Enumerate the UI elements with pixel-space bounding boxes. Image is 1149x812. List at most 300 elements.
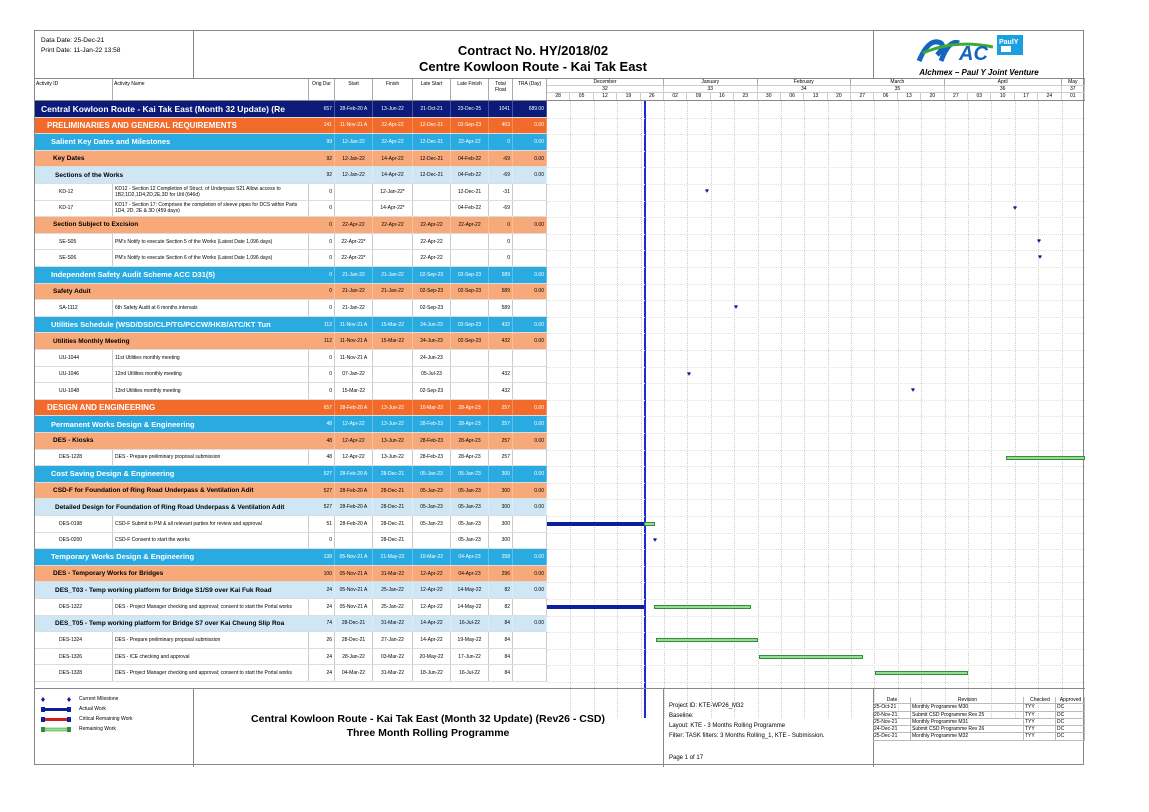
wbs-title: Cost Saving Design & Engineering bbox=[51, 469, 175, 479]
cell-tra bbox=[513, 649, 547, 665]
cell-lf: 14-May-22 bbox=[451, 582, 489, 598]
cell-tf: 300 bbox=[489, 533, 513, 549]
activity-name-cell bbox=[113, 516, 309, 532]
data-date-line bbox=[644, 101, 646, 718]
timeline-day: 06 bbox=[781, 93, 804, 100]
timeline-month: February bbox=[758, 79, 852, 86]
cell-start: 28-Feb-20 A bbox=[335, 483, 373, 499]
cell-tra: 0.00 bbox=[513, 317, 547, 333]
cell-ls bbox=[413, 201, 451, 217]
cell-tf: 0 bbox=[489, 134, 513, 150]
gantt-row-line bbox=[547, 151, 1085, 152]
cell-lf: 05-Jan-23 bbox=[451, 499, 489, 515]
wbs-row[interactable] bbox=[35, 167, 547, 184]
sheet-footer bbox=[35, 688, 1085, 766]
wbs-row[interactable] bbox=[35, 400, 547, 417]
wbs-title: DES_T05 - Temp working platform for Bridge S7 over Kai Cheung Slip Roa bbox=[55, 619, 285, 627]
timeline-day: 09 bbox=[687, 93, 710, 100]
cell-lf: 17-Jun-22 bbox=[451, 649, 489, 665]
remaining-bar[interactable] bbox=[1006, 456, 1085, 460]
cell-finish bbox=[373, 300, 413, 316]
cell-ls: 02-Sep-23 bbox=[413, 267, 451, 283]
gantt-row-line bbox=[547, 184, 1085, 185]
activity-name-cell bbox=[113, 383, 309, 399]
cell-finish: 27-Jan-22 bbox=[373, 632, 413, 648]
remaining-bar[interactable] bbox=[875, 671, 968, 675]
wbs-title: Independent Safety Audit Scheme ACC D31(5) bbox=[51, 270, 216, 280]
gantt-row-line bbox=[547, 433, 1085, 434]
cell-tra: 0.00 bbox=[513, 151, 547, 167]
cell-start: 05-Nov-21 A bbox=[335, 599, 373, 615]
col-activity-name[interactable]: Activity Name bbox=[113, 79, 309, 100]
cell-finish: 15-Mar-22 bbox=[373, 333, 413, 349]
gantt-row-line bbox=[547, 317, 1085, 318]
cell-start: 21-Jan-22 bbox=[335, 284, 373, 300]
cell-tf: 1041 bbox=[489, 101, 513, 117]
cell-lf: 04-Feb-22 bbox=[451, 201, 489, 217]
wbs-title: DES - Temporary Works for Bridges bbox=[53, 570, 164, 578]
timeline-day: 20 bbox=[921, 93, 944, 100]
cell-tra: 0.00 bbox=[513, 549, 547, 565]
activity-name-cell bbox=[113, 300, 309, 316]
col-late-start[interactable]: Late Start bbox=[413, 79, 451, 100]
gantt-gridline bbox=[664, 101, 665, 718]
gantt-chart bbox=[547, 101, 1085, 718]
timeline-day: 20 bbox=[828, 93, 851, 100]
cell-tf bbox=[489, 350, 513, 366]
activity-id: SE-S05 bbox=[35, 234, 113, 250]
wbs-row[interactable] bbox=[35, 118, 547, 135]
cell-start: 22-Apr-22* bbox=[335, 250, 373, 266]
cell-ls: 14-Apr-22 bbox=[413, 632, 451, 648]
header-dates bbox=[41, 36, 120, 56]
col-tra[interactable]: TRA (Day) bbox=[513, 79, 547, 100]
wbs-row[interactable] bbox=[35, 566, 547, 583]
cell-lf: 04-Apr-23 bbox=[451, 566, 489, 582]
gantt-row-line bbox=[547, 566, 1085, 567]
cell-dur: 141 bbox=[309, 118, 335, 134]
remaining-bar[interactable] bbox=[759, 655, 863, 659]
cell-dur: 0 bbox=[309, 184, 335, 200]
cell-start: 05-Nov-21 A bbox=[335, 582, 373, 598]
cell-lf: 05-Jan-23 bbox=[451, 533, 489, 549]
revision-cell: TYY bbox=[1024, 704, 1056, 710]
remaining-bar[interactable] bbox=[656, 638, 758, 642]
cell-ls: 12-Apr-22 bbox=[413, 566, 451, 582]
cell-finish: 21-Jan-22 bbox=[373, 267, 413, 283]
cell-ls: 05-Jul-23 bbox=[413, 367, 451, 383]
cell-tra: 0.00 bbox=[513, 400, 547, 416]
activity-name: DES - Prepare preliminary proposal submission bbox=[115, 636, 221, 643]
activity-id: DES-1324 bbox=[35, 632, 113, 648]
timeline-day: 12 bbox=[594, 93, 617, 100]
revision-row bbox=[873, 704, 1085, 711]
activity-name: DES - Prepare preliminary proposal submission bbox=[115, 454, 221, 461]
cell-tf: 300 bbox=[489, 483, 513, 499]
wbs-row[interactable] bbox=[35, 267, 547, 284]
legend-label: Remaining Work bbox=[79, 726, 116, 732]
cell-dur: 51 bbox=[309, 516, 335, 532]
timeline-day: 13 bbox=[898, 93, 921, 100]
cell-ls: 28-Feb-23 bbox=[413, 450, 451, 466]
gantt-gridline bbox=[758, 101, 759, 718]
footer-title-line2: Three Month Rolling Programme bbox=[346, 727, 510, 739]
activity-row[interactable] bbox=[35, 350, 547, 367]
wbs-title: PRELIMINARIES AND GENERAL REQUIREMENTS bbox=[47, 120, 237, 130]
timeline-day: 27 bbox=[945, 93, 968, 100]
cell-dur: 24 bbox=[309, 599, 335, 615]
wbs-row[interactable] bbox=[35, 101, 547, 118]
gantt-gridline bbox=[828, 101, 829, 718]
cell-ls: 22-Apr-22 bbox=[413, 250, 451, 266]
footer-title-line1: Central Kowloon Route - Kai Tak East (Month 32 Update) (Rev26 - CSD) bbox=[251, 713, 605, 725]
legend bbox=[41, 695, 191, 735]
cell-finish: 28-Dec-21 bbox=[373, 516, 413, 532]
wbs-row[interactable] bbox=[35, 217, 547, 234]
cell-finish: 22-Apr-22 bbox=[373, 217, 413, 233]
wbs-title: Utilities Monthly Meeting bbox=[53, 337, 130, 345]
wbs-title: Temporary Works Design & Engineering bbox=[51, 552, 195, 562]
cell-start: 11-Nov-21 A bbox=[335, 333, 373, 349]
remaining-bar[interactable] bbox=[644, 522, 655, 526]
wbs-title: Detailed Design for Foundation of Ring Road Underpass & Ventilation Adit bbox=[55, 503, 285, 511]
wbs-title: Salient Key Dates and Milestones bbox=[51, 137, 171, 147]
cell-tf: 589 bbox=[489, 284, 513, 300]
col-late-finish[interactable]: Late Finish bbox=[451, 79, 489, 100]
activity-name: PM's Notify to execute Section 5 of the Works (Latest Date 1,096 days) bbox=[115, 238, 273, 245]
cell-finish bbox=[373, 367, 413, 383]
timeline-day: 23 bbox=[734, 93, 757, 100]
remaining-bar[interactable] bbox=[654, 605, 751, 609]
cell-dur: 0 bbox=[309, 383, 335, 399]
cell-finish bbox=[373, 350, 413, 366]
cell-tf: 0 bbox=[489, 234, 513, 250]
cell-tf: 0 bbox=[489, 250, 513, 266]
activity-row[interactable] bbox=[35, 599, 547, 616]
actual-bar[interactable] bbox=[547, 605, 644, 609]
wbs-title: DES - Kiosks bbox=[53, 437, 94, 445]
cell-ls: 05-Jan-23 bbox=[413, 466, 451, 482]
milestone-marker[interactable]: ♥ bbox=[1037, 254, 1043, 262]
cell-tf: 257 bbox=[489, 400, 513, 416]
activity-id: UU-1046 bbox=[35, 367, 113, 383]
header-divider bbox=[873, 31, 874, 78]
cell-finish: 28-Dec-21 bbox=[373, 466, 413, 482]
gantt-gridline bbox=[1015, 101, 1016, 718]
cell-tf: 84 bbox=[489, 616, 513, 632]
cell-dur: 0 bbox=[309, 250, 335, 266]
cell-finish: 13-Jun-22 bbox=[373, 433, 413, 449]
cell-lf: 02-Sep-23 bbox=[451, 284, 489, 300]
timeline-day: 27 bbox=[851, 93, 874, 100]
wbs-title: CSD-F for Foundation of Ring Road Underpass & Ventilation Adit bbox=[53, 487, 254, 495]
activity-row[interactable] bbox=[35, 250, 547, 267]
cell-tra bbox=[513, 300, 547, 316]
milestone-marker[interactable]: ♥ bbox=[1036, 237, 1042, 245]
cell-tra: 0.00 bbox=[513, 433, 547, 449]
revision-cell: TYY bbox=[1024, 726, 1056, 732]
cell-start: 28-Feb-20 A bbox=[335, 516, 373, 532]
activity-row[interactable] bbox=[35, 234, 547, 251]
gantt-row-line bbox=[547, 665, 1085, 666]
revision-row bbox=[873, 733, 1085, 740]
wbs-row[interactable] bbox=[35, 466, 547, 483]
revision-cell: 20-Nov-21 bbox=[873, 712, 911, 718]
cell-lf: 02-Sep-23 bbox=[451, 118, 489, 134]
activity-row[interactable] bbox=[35, 184, 547, 201]
cell-dur: 0 bbox=[309, 201, 335, 217]
cell-ls: 22-Apr-22 bbox=[413, 217, 451, 233]
activity-name: 12nd Utilities monthly meeting bbox=[115, 371, 182, 378]
cell-ls: 12-Apr-22 bbox=[413, 582, 451, 598]
activity-row[interactable] bbox=[35, 300, 547, 317]
legend-label: Actual Work bbox=[79, 706, 106, 712]
cell-dur: 48 bbox=[309, 450, 335, 466]
wbs-title: Safety Aduit bbox=[53, 287, 91, 295]
cell-ls: 05-Jan-23 bbox=[413, 483, 451, 499]
cell-tra: 0.00 bbox=[513, 118, 547, 134]
cell-lf: 14-May-22 bbox=[451, 599, 489, 615]
critical-bar-icon bbox=[41, 717, 71, 722]
project-name: Centre Kowloon Route - Kai Tak East bbox=[418, 59, 647, 74]
revision-cell: Monthly Programme M31 bbox=[911, 719, 1024, 725]
wbs-row[interactable] bbox=[35, 483, 547, 500]
cell-finish: 25-Jan-22 bbox=[373, 582, 413, 598]
timeline-day: 26 bbox=[641, 93, 664, 100]
gantt-gridline bbox=[968, 101, 969, 718]
cell-tra bbox=[513, 450, 547, 466]
gantt-row-line bbox=[547, 516, 1085, 517]
cell-tra bbox=[513, 201, 547, 217]
gantt-gridline bbox=[711, 101, 712, 718]
gantt-row-line bbox=[547, 632, 1085, 633]
cell-lf bbox=[451, 350, 489, 366]
remaining-bar-icon bbox=[41, 727, 71, 732]
revision-cell: DC bbox=[1056, 719, 1085, 725]
cell-dur: 74 bbox=[309, 616, 335, 632]
cell-ls: 02-Sep-23 bbox=[413, 300, 451, 316]
activity-name-cell bbox=[113, 632, 309, 648]
cell-finish: 13-Jun-22 bbox=[373, 416, 413, 432]
revision-cell: TYY bbox=[1024, 712, 1056, 718]
wbs-row[interactable] bbox=[35, 549, 547, 566]
cell-ls: 28-Feb-23 bbox=[413, 433, 451, 449]
cell-start: 22-Apr-22 bbox=[335, 217, 373, 233]
activity-row[interactable] bbox=[35, 201, 547, 218]
cell-start: 28-Feb-20 A bbox=[335, 466, 373, 482]
cell-tf: 589 bbox=[489, 267, 513, 283]
activity-row[interactable] bbox=[35, 383, 547, 400]
gantt-row-line bbox=[547, 599, 1085, 600]
cell-finish: 13-Jun-22 bbox=[373, 450, 413, 466]
col-orig-dur[interactable]: Orig Dur bbox=[309, 79, 335, 100]
revision-cell: DC bbox=[1056, 712, 1085, 718]
wbs-title: Utilities Schedule (WSD/DSD/CLP/TG/PCCW/HKB/ATC/KT Tun bbox=[51, 320, 271, 330]
cell-dur: 24 bbox=[309, 649, 335, 665]
cell-start: 11-Nov-21 A bbox=[335, 350, 373, 366]
contract-number: Contract No. HY/2018/02 bbox=[457, 43, 609, 58]
cell-dur: 0 bbox=[309, 300, 335, 316]
cell-finish: 15-Mar-22 bbox=[373, 317, 413, 333]
cell-lf: 28-Apr-23 bbox=[451, 433, 489, 449]
cell-lf: 28-Apr-23 bbox=[451, 450, 489, 466]
gantt-row-line bbox=[547, 616, 1085, 617]
activity-name-cell bbox=[113, 649, 309, 665]
actual-bar[interactable] bbox=[547, 522, 644, 526]
activity-row[interactable] bbox=[35, 632, 547, 649]
activity-name-cell bbox=[113, 350, 309, 366]
cell-start: 12-Jan-22 bbox=[335, 134, 373, 150]
cell-start: 12-Apr-22 bbox=[335, 433, 373, 449]
cell-start: 05-Nov-21 A bbox=[335, 566, 373, 582]
activity-name-cell bbox=[113, 250, 309, 266]
header-divider bbox=[193, 31, 194, 78]
col-total-float[interactable]: Total Float bbox=[489, 79, 513, 100]
activity-row[interactable] bbox=[35, 367, 547, 384]
cell-dur: 100 bbox=[309, 566, 335, 582]
timeline-day: 06 bbox=[874, 93, 897, 100]
wbs-row[interactable] bbox=[35, 134, 547, 151]
cell-ls: 24-Jun-23 bbox=[413, 350, 451, 366]
cell-dur: 0 bbox=[309, 217, 335, 233]
cell-tf: -69 bbox=[489, 151, 513, 167]
gantt-row-line bbox=[547, 416, 1085, 417]
milestone-marker[interactable]: ♥ bbox=[910, 387, 916, 395]
activity-row[interactable] bbox=[35, 665, 547, 682]
activity-name: DES - Project Manager checking and approval; consent to start the Portal works bbox=[115, 603, 293, 610]
wbs-row[interactable] bbox=[35, 582, 547, 599]
activity-row[interactable] bbox=[35, 516, 547, 533]
cell-tra: 0.00 bbox=[513, 566, 547, 582]
wbs-row[interactable] bbox=[35, 433, 547, 450]
cell-finish: 28-Dec-21 bbox=[373, 533, 413, 549]
cell-finish: 28-Dec-21 bbox=[373, 483, 413, 499]
activity-row[interactable] bbox=[35, 450, 547, 467]
cell-tf: -69 bbox=[489, 167, 513, 183]
cell-start: 05-Nov-21 A bbox=[335, 549, 373, 565]
activity-name-cell bbox=[113, 533, 309, 549]
revision-cell: 24-Dec-21 bbox=[873, 726, 911, 732]
cell-ls: 12-Dec-21 bbox=[413, 151, 451, 167]
wbs-row[interactable] bbox=[35, 284, 547, 301]
cell-finish: 31-Mar-22 bbox=[373, 665, 413, 681]
timeline-day: 30 bbox=[758, 93, 781, 100]
timeline-month: March bbox=[851, 79, 945, 86]
cell-tra bbox=[513, 350, 547, 366]
cell-lf bbox=[451, 300, 489, 316]
col-start[interactable]: Start bbox=[335, 79, 373, 100]
activity-id: KD-17 bbox=[35, 201, 113, 217]
activity-row[interactable] bbox=[35, 533, 547, 550]
cell-tra: 0.00 bbox=[513, 582, 547, 598]
activity-id: DES-1328 bbox=[35, 665, 113, 681]
col-activity-id[interactable]: Activity ID bbox=[35, 79, 113, 100]
gantt-gridline bbox=[594, 101, 595, 718]
cell-finish: 31-Mar-22 bbox=[373, 566, 413, 582]
revision-cell: Submit CSD Programme Rev 26 bbox=[911, 726, 1024, 732]
wbs-row[interactable] bbox=[35, 333, 547, 350]
gantt-gridline bbox=[945, 101, 946, 718]
cell-tf: 432 bbox=[489, 367, 513, 383]
cell-ls: 12-Dec-21 bbox=[413, 167, 451, 183]
gantt-row-line bbox=[547, 466, 1085, 467]
gantt-row-line bbox=[547, 350, 1085, 351]
cell-lf: 02-Sep-23 bbox=[451, 267, 489, 283]
revision-cell: Revision bbox=[911, 697, 1024, 703]
activity-name-cell bbox=[113, 665, 309, 681]
cell-start: 22-Apr-22* bbox=[335, 234, 373, 250]
revision-row bbox=[873, 712, 1085, 719]
milestone-marker[interactable]: ♥ bbox=[704, 188, 710, 195]
cell-start: 15-Mar-22 bbox=[335, 383, 373, 399]
cell-tf: -69 bbox=[489, 201, 513, 217]
gantt-row-line bbox=[547, 383, 1085, 384]
cell-finish: 22-Apr-22 bbox=[373, 118, 413, 134]
cell-tf: 257 bbox=[489, 450, 513, 466]
cell-tra bbox=[513, 533, 547, 549]
cell-tf: 300 bbox=[489, 499, 513, 515]
cell-ls: 28-Feb-23 bbox=[413, 416, 451, 432]
gantt-gridline bbox=[781, 101, 782, 718]
cell-tra: 0.00 bbox=[513, 267, 547, 283]
wbs-row[interactable] bbox=[35, 499, 547, 516]
print-date: Print Date: 11-Jan-22 13:58 bbox=[41, 47, 121, 54]
cell-start: 21-Jan-22 bbox=[335, 267, 373, 283]
wbs-title: Permanent Works Design & Engineering bbox=[51, 419, 195, 429]
cell-finish bbox=[373, 250, 413, 266]
gantt-row-line bbox=[547, 649, 1085, 650]
gantt-row-line bbox=[547, 234, 1085, 235]
activity-name-cell bbox=[113, 450, 309, 466]
cell-lf: 16-Jul-22 bbox=[451, 616, 489, 632]
cell-start: 21-Jan-22 bbox=[335, 300, 373, 316]
cell-dur: 0 bbox=[309, 267, 335, 283]
wbs-row[interactable] bbox=[35, 616, 547, 633]
cell-ls: 21-Oct-21 bbox=[413, 101, 451, 117]
wbs-title: DESIGN AND ENGINEERING bbox=[47, 403, 156, 413]
wbs-row[interactable] bbox=[35, 151, 547, 168]
wbs-title: DES_T03 - Temp working platform for Bridge S1/S9 over Kai Fuk Road bbox=[55, 586, 272, 594]
gantt-gridline bbox=[804, 101, 805, 718]
gantt-row-line bbox=[547, 333, 1085, 334]
wbs-row[interactable] bbox=[35, 317, 547, 334]
cell-tra: 0.00 bbox=[513, 466, 547, 482]
gantt-row-line bbox=[547, 284, 1085, 285]
legend-label: Current Milestone bbox=[79, 696, 119, 702]
milestone-marker[interactable]: ♥ bbox=[652, 536, 658, 544]
cell-tra bbox=[513, 599, 547, 615]
gantt-gridline bbox=[570, 101, 571, 718]
gantt-row-line bbox=[547, 367, 1085, 368]
milestone-marker[interactable]: ♥ bbox=[1012, 204, 1018, 212]
gantt-row-line bbox=[547, 267, 1085, 268]
wbs-row[interactable] bbox=[35, 416, 547, 433]
gantt-row-line bbox=[547, 682, 1085, 683]
timeline-week: 34 bbox=[758, 86, 852, 93]
milestone-marker[interactable]: ♥ bbox=[733, 304, 739, 312]
cell-start: 12-Jan-22 bbox=[335, 151, 373, 167]
activity-id: DES-0198 bbox=[35, 516, 113, 532]
legend-item bbox=[41, 705, 191, 715]
cell-start: 12-Jan-22 bbox=[335, 167, 373, 183]
cell-tra bbox=[513, 250, 547, 266]
milestone-marker[interactable]: ♥ bbox=[686, 370, 692, 378]
activity-row[interactable] bbox=[35, 649, 547, 666]
col-finish[interactable]: Finish bbox=[373, 79, 413, 100]
activity-name-cell bbox=[113, 234, 309, 250]
cell-start bbox=[335, 184, 373, 200]
wbs-title: Section Subject to Excision bbox=[53, 221, 139, 229]
